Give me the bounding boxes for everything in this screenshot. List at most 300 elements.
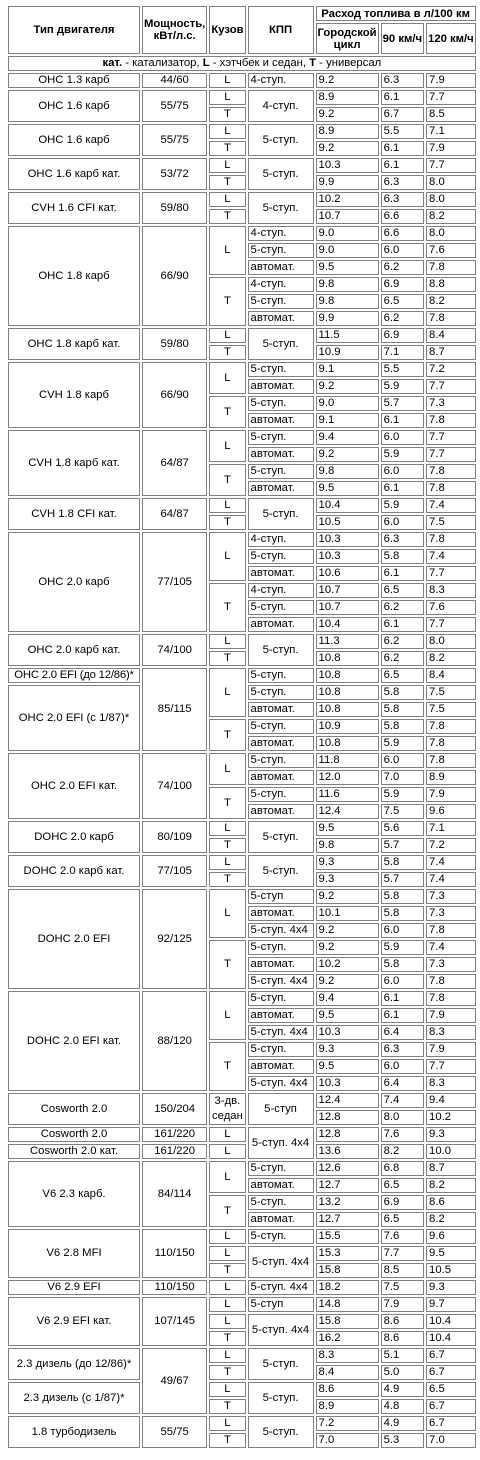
table-row: [8, 991, 476, 1006]
city-value: 16.2: [316, 1331, 379, 1346]
value-120: 7.7: [426, 617, 476, 632]
gearbox-cell: 5-ступ.: [248, 294, 314, 309]
engine-cell: CVH 1.8 CFI кат.: [8, 498, 140, 530]
engine-cell: OHC 1.6 карб кат.: [8, 158, 140, 190]
gearbox-cell: 5-ступ.: [248, 192, 314, 224]
gearbox-cell: 5-ступ.: [248, 685, 314, 700]
engine-cell: OHC 1.6 карб: [8, 124, 140, 156]
power-cell: 74/100: [142, 753, 207, 819]
gearbox-cell: 5-ступ.: [248, 1195, 314, 1210]
legend-text-t: - универсал: [316, 57, 382, 69]
value-120: 6.7: [426, 1416, 476, 1431]
value-90: 6.3: [381, 532, 424, 547]
body-cell: T: [209, 107, 245, 122]
body-cell: T: [209, 940, 245, 989]
engine-cell: DOHC 2.0 карб кат.: [8, 855, 140, 887]
value-90: 6.9: [381, 328, 424, 343]
value-90: 5.8: [381, 719, 424, 734]
value-90: 7.4: [381, 1093, 424, 1108]
value-90: 6.0: [381, 753, 424, 768]
value-90: 5.3: [381, 1433, 424, 1448]
value-90: 4.9: [381, 1416, 424, 1431]
power-cell: 59/80: [142, 328, 207, 360]
value-120: 8.0: [426, 175, 476, 190]
city-value: 9.2: [316, 447, 379, 462]
value-90: 6.0: [381, 974, 424, 989]
value-120: 7.0: [426, 1433, 476, 1448]
value-120: 10.4: [426, 1314, 476, 1329]
city-value: 9.8: [316, 464, 379, 479]
value-90: 5.9: [381, 379, 424, 394]
value-120: 7.8: [426, 413, 476, 428]
value-120: 9.3: [426, 1127, 476, 1142]
gearbox-cell: 5-ступ. 4x4: [248, 923, 314, 938]
value-120: 7.9: [426, 73, 476, 88]
value-120: 8.2: [426, 209, 476, 224]
body-cell: T: [209, 838, 245, 853]
value-90: 5.5: [381, 362, 424, 377]
value-90: 6.3: [381, 73, 424, 88]
value-120: 7.7: [426, 379, 476, 394]
body-cell: L: [209, 1348, 245, 1363]
power-cell: 92/125: [142, 889, 207, 989]
city-value: 12.0: [316, 770, 379, 785]
gearbox-cell: 4-ступ.: [248, 583, 314, 598]
value-120: 7.9: [426, 141, 476, 156]
city-value: 12.4: [316, 804, 379, 819]
value-90: 7.5: [381, 1280, 424, 1295]
body-cell: L: [209, 1161, 245, 1193]
value-120: 8.4: [426, 668, 476, 683]
city-value: 9.2: [316, 107, 379, 122]
value-90: 5.9: [381, 940, 424, 955]
value-90: 5.8: [381, 855, 424, 870]
city-value: 9.2: [316, 889, 379, 904]
table-row: [8, 328, 476, 343]
table-row: [8, 498, 476, 513]
power-cell: 84/114: [142, 1161, 207, 1227]
value-90: 7.7: [381, 1246, 424, 1261]
body-cell: L: [209, 855, 245, 870]
city-value: 9.0: [316, 243, 379, 258]
city-value: 11.6: [316, 787, 379, 802]
city-value: 9.2: [316, 940, 379, 955]
engine-cell: 1.8 турбодизель: [8, 1416, 140, 1448]
gearbox-cell: 4-ступ.: [248, 277, 314, 292]
body-cell: L: [209, 498, 245, 513]
body-cell: L: [209, 192, 245, 207]
gearbox-cell: 5-ступ.: [248, 787, 314, 802]
city-value: 8.4: [316, 1365, 379, 1380]
power-cell: 85/115: [142, 668, 207, 751]
gearbox-cell: 5-ступ.: [248, 600, 314, 615]
city-value: 10.9: [316, 719, 379, 734]
value-120: 7.7: [426, 430, 476, 445]
body-cell: T: [209, 1399, 245, 1414]
gearbox-cell: 5-ступ.: [248, 549, 314, 564]
value-90: 6.0: [381, 923, 424, 938]
value-90: 6.4: [381, 1025, 424, 1040]
value-90: 6.5: [381, 668, 424, 683]
table-row: [8, 889, 476, 904]
value-120: 10.0: [426, 1144, 476, 1159]
value-90: 4.9: [381, 1382, 424, 1397]
gearbox-cell: автомат.: [248, 260, 314, 275]
engine-cell: V6 2.8 MFI: [8, 1229, 140, 1278]
value-90: 7.6: [381, 1229, 424, 1244]
value-90: 6.1: [381, 481, 424, 496]
engine-cell: OHC 2.0 EFI (до 12/86)*: [8, 668, 140, 683]
body-cell: L: [209, 991, 245, 1040]
value-90: 6.2: [381, 260, 424, 275]
value-120: 7.8: [426, 736, 476, 751]
value-90: 6.7: [381, 107, 424, 122]
city-value: 15.5: [316, 1229, 379, 1244]
gearbox-cell: 5-ступ.: [248, 1161, 314, 1176]
gearbox-cell: 4-ступ.: [248, 532, 314, 547]
city-value: 9.3: [316, 872, 379, 887]
gearbox-cell: 5-ступ. 4x4: [248, 1280, 314, 1295]
value-120: 7.6: [426, 600, 476, 615]
value-90: 5.9: [381, 447, 424, 462]
city-value: 9.4: [316, 430, 379, 445]
body-cell: 3-дв. седан: [209, 1093, 245, 1125]
power-cell: 59/80: [142, 192, 207, 224]
engine-cell: OHC 1.6 карб: [8, 90, 140, 122]
value-90: 7.1: [381, 345, 424, 360]
value-90: 5.9: [381, 787, 424, 802]
value-90: 7.6: [381, 1127, 424, 1142]
gearbox-cell: 5-ступ.: [248, 464, 314, 479]
power-cell: 110/150: [142, 1229, 207, 1278]
body-cell: L: [209, 753, 245, 785]
value-90: 5.7: [381, 872, 424, 887]
table-row: [8, 1144, 476, 1159]
city-value: 10.3: [316, 158, 379, 173]
city-value: 14.8: [316, 1297, 379, 1312]
engine-cell: 2.3 дизель (с 1/87)*: [8, 1382, 140, 1414]
value-120: 8.3: [426, 583, 476, 598]
gearbox-cell: 5-ступ. 4x4: [248, 1025, 314, 1040]
city-value: 9.0: [316, 226, 379, 241]
table-row: [8, 90, 476, 105]
header-120: 120 км/ч: [426, 23, 476, 54]
gearbox-cell: 5-ступ.: [248, 498, 314, 530]
gearbox-cell: автомат.: [248, 804, 314, 819]
value-90: 6.3: [381, 175, 424, 190]
body-cell: T: [209, 719, 245, 751]
header-gearbox: КПП: [248, 6, 314, 54]
value-90: 8.2: [381, 1144, 424, 1159]
body-cell: T: [209, 872, 245, 887]
value-120: 7.7: [426, 1059, 476, 1074]
value-90: 6.2: [381, 634, 424, 649]
city-value: 15.8: [316, 1314, 379, 1329]
value-120: 9.6: [426, 1229, 476, 1244]
city-value: 9.5: [316, 821, 379, 836]
table-row: [8, 1127, 476, 1142]
legend-key-t: T: [309, 57, 317, 69]
value-90: 6.0: [381, 243, 424, 258]
engine-cell: DOHC 2.0 EFI кат.: [8, 991, 140, 1091]
power-cell: 64/87: [142, 430, 207, 496]
value-90: 8.6: [381, 1331, 424, 1346]
header-consumption: Расход топлива в л/100 км: [316, 6, 476, 21]
legend-text-l: - хэтчбек и седан,: [209, 57, 310, 69]
power-cell: 74/100: [142, 634, 207, 666]
value-120: 8.7: [426, 1161, 476, 1176]
engine-cell: V6 2.9 EFI: [8, 1280, 140, 1295]
value-120: 9.5: [426, 1246, 476, 1261]
table-row: [8, 1348, 476, 1363]
city-value: 10.3: [316, 532, 379, 547]
gearbox-cell: автомат.: [248, 1059, 314, 1074]
value-120: 7.7: [426, 90, 476, 105]
gearbox-cell: 5-ступ. 4x4: [248, 1314, 314, 1346]
gearbox-cell: 4-ступ.: [248, 226, 314, 241]
city-value: 9.2: [316, 923, 379, 938]
body-cell: L: [209, 1229, 245, 1244]
gearbox-cell: 5-ступ.: [248, 855, 314, 887]
gearbox-cell: 5-ступ.: [248, 668, 314, 683]
value-120: 7.4: [426, 940, 476, 955]
value-120: 6.7: [426, 1399, 476, 1414]
gearbox-cell: 5-ступ. 4x4: [248, 1246, 314, 1278]
value-90: 6.0: [381, 430, 424, 445]
city-value: 10.8: [316, 668, 379, 683]
power-cell: 77/105: [142, 855, 207, 887]
power-cell: 66/90: [142, 362, 207, 428]
table-row: [8, 362, 476, 377]
city-value: 10.6: [316, 566, 379, 581]
power-cell: 49/67: [142, 1348, 207, 1414]
body-cell: L: [209, 430, 245, 462]
value-120: 8.3: [426, 1025, 476, 1040]
city-value: 9.2: [316, 141, 379, 156]
value-120: 9.3: [426, 1280, 476, 1295]
engine-cell: Cosworth 2.0: [8, 1093, 140, 1125]
table-row: [8, 753, 476, 768]
value-90: 5.8: [381, 889, 424, 904]
gearbox-cell: автомат.: [248, 379, 314, 394]
value-120: 6.5: [426, 1382, 476, 1397]
body-cell: T: [209, 1042, 245, 1091]
value-120: 7.8: [426, 532, 476, 547]
value-90: 5.5: [381, 124, 424, 139]
value-90: 6.1: [381, 158, 424, 173]
city-value: 12.8: [316, 1110, 379, 1125]
city-value: 9.3: [316, 855, 379, 870]
value-120: 8.7: [426, 345, 476, 360]
gearbox-cell: 5-ступ: [248, 889, 314, 904]
engine-cell: OHC 1.3 карб: [8, 73, 140, 88]
table-row: [8, 430, 476, 445]
value-120: 7.2: [426, 362, 476, 377]
power-cell: 44/60: [142, 73, 207, 88]
body-cell: T: [209, 345, 245, 360]
city-value: 15.3: [316, 1246, 379, 1261]
value-120: 10.2: [426, 1110, 476, 1125]
value-120: 7.2: [426, 838, 476, 853]
value-90: 5.1: [381, 1348, 424, 1363]
city-value: 12.4: [316, 1093, 379, 1108]
city-value: 9.0: [316, 396, 379, 411]
gearbox-cell: 5-ступ.: [248, 719, 314, 734]
table-row: [8, 1297, 476, 1312]
table-row: [8, 192, 476, 207]
table-row: [8, 532, 476, 547]
gearbox-cell: 4-ступ.: [248, 90, 314, 122]
body-cell: L: [209, 1127, 245, 1142]
value-90: 6.0: [381, 515, 424, 530]
city-value: 10.7: [316, 583, 379, 598]
gearbox-cell: 5-ступ.: [248, 753, 314, 768]
body-cell: T: [209, 787, 245, 819]
gearbox-cell: автомат.: [248, 566, 314, 581]
value-90: 6.1: [381, 991, 424, 1006]
city-value: 8.9: [316, 90, 379, 105]
table-row: [8, 1093, 476, 1108]
value-90: 5.8: [381, 906, 424, 921]
body-cell: L: [209, 1314, 245, 1329]
value-120: 10.4: [426, 1331, 476, 1346]
value-90: 6.2: [381, 651, 424, 666]
city-value: 10.2: [316, 957, 379, 972]
legend-row: [8, 56, 476, 71]
city-value: 9.2: [316, 379, 379, 394]
power-cell: 107/145: [142, 1297, 207, 1346]
value-90: 6.9: [381, 277, 424, 292]
value-90: 6.1: [381, 1008, 424, 1023]
city-value: 10.4: [316, 617, 379, 632]
city-value: 18.2: [316, 1280, 379, 1295]
gearbox-cell: 5-ступ.: [248, 1382, 314, 1414]
value-90: 6.5: [381, 294, 424, 309]
body-cell: L: [209, 328, 245, 343]
city-value: 10.4: [316, 498, 379, 513]
gearbox-cell: 5-ступ.: [248, 940, 314, 955]
gearbox-cell: 5-ступ.: [248, 821, 314, 853]
city-value: 7.2: [316, 1416, 379, 1431]
body-cell: T: [209, 1433, 245, 1448]
city-value: 10.8: [316, 685, 379, 700]
value-120: 7.4: [426, 872, 476, 887]
body-cell: T: [209, 175, 245, 190]
engine-cell: OHC 1.8 карб кат.: [8, 328, 140, 360]
value-120: 9.7: [426, 1297, 476, 1312]
city-value: 10.8: [316, 736, 379, 751]
power-cell: 55/75: [142, 124, 207, 156]
header-city: Городской цикл: [316, 23, 379, 54]
table-row: [8, 855, 476, 870]
city-value: 11.8: [316, 753, 379, 768]
power-cell: 77/105: [142, 532, 207, 632]
body-cell: L: [209, 362, 245, 394]
gearbox-cell: автомат.: [248, 702, 314, 717]
body-cell: L: [209, 90, 245, 105]
city-value: 10.1: [316, 906, 379, 921]
value-120: 8.5: [426, 107, 476, 122]
value-90: 5.8: [381, 549, 424, 564]
gearbox-cell: 5-ступ. 4x4: [248, 1127, 314, 1159]
city-value: 12.8: [316, 1127, 379, 1142]
header-90: 90 км/ч: [381, 23, 424, 54]
value-90: 6.6: [381, 226, 424, 241]
power-cell: 55/75: [142, 1416, 207, 1448]
value-90: 5.9: [381, 736, 424, 751]
value-120: 9.4: [426, 1093, 476, 1108]
value-120: 7.8: [426, 719, 476, 734]
value-120: 7.8: [426, 991, 476, 1006]
engine-cell: Cosworth 2.0 кат.: [8, 1144, 140, 1159]
value-120: 7.4: [426, 549, 476, 564]
legend-key-cat: кат.: [102, 57, 123, 69]
gearbox-cell: 5-ступ.: [248, 124, 314, 156]
value-120: 7.8: [426, 974, 476, 989]
table-row: [8, 821, 476, 836]
body-cell: T: [209, 515, 245, 530]
body-cell: T: [209, 651, 245, 666]
body-cell: T: [209, 277, 245, 326]
gearbox-cell: 5-ступ.: [248, 158, 314, 190]
value-120: 7.9: [426, 1042, 476, 1057]
engine-cell: V6 2.3 карб.: [8, 1161, 140, 1227]
legend-key-l: L: [202, 57, 210, 69]
gearbox-cell: автомат.: [248, 770, 314, 785]
value-120: 7.1: [426, 124, 476, 139]
value-120: 7.8: [426, 753, 476, 768]
value-120: 7.3: [426, 396, 476, 411]
value-120: 7.8: [426, 923, 476, 938]
city-value: 8.9: [316, 124, 379, 139]
city-value: 9.5: [316, 481, 379, 496]
city-value: 10.7: [316, 209, 379, 224]
city-value: 9.2: [316, 73, 379, 88]
value-120: 7.3: [426, 889, 476, 904]
value-90: 6.6: [381, 209, 424, 224]
gearbox-cell: 4-ступ.: [248, 73, 314, 88]
city-value: 10.3: [316, 549, 379, 564]
city-value: 7.0: [316, 1433, 379, 1448]
body-cell: T: [209, 1263, 245, 1278]
value-120: 8.2: [426, 651, 476, 666]
value-120: 7.8: [426, 260, 476, 275]
body-cell: L: [209, 821, 245, 836]
gearbox-cell: 5-ступ. 4x4: [248, 974, 314, 989]
table-row: [8, 124, 476, 139]
engine-cell: OHC 2.0 карб кат.: [8, 634, 140, 666]
gearbox-cell: автомат.: [248, 906, 314, 921]
legend-text-cat: - катализатор,: [122, 57, 203, 69]
value-120: 8.4: [426, 328, 476, 343]
city-value: 9.8: [316, 838, 379, 853]
power-cell: 161/220: [142, 1127, 207, 1142]
body-cell: L: [209, 532, 245, 581]
value-120: 8.6: [426, 1195, 476, 1210]
gearbox-cell: автомат.: [248, 736, 314, 751]
gearbox-cell: автомат.: [248, 617, 314, 632]
value-120: 7.3: [426, 906, 476, 921]
city-value: 12.6: [316, 1161, 379, 1176]
value-120: 7.8: [426, 311, 476, 326]
value-120: 7.8: [426, 481, 476, 496]
power-cell: 150/204: [142, 1093, 207, 1125]
value-120: 6.7: [426, 1365, 476, 1380]
city-value: 12.7: [316, 1212, 379, 1227]
engine-cell: DOHC 2.0 EFI: [8, 889, 140, 989]
value-120: 7.1: [426, 821, 476, 836]
header-power: Мощность, кВт/л.с.: [142, 6, 207, 54]
